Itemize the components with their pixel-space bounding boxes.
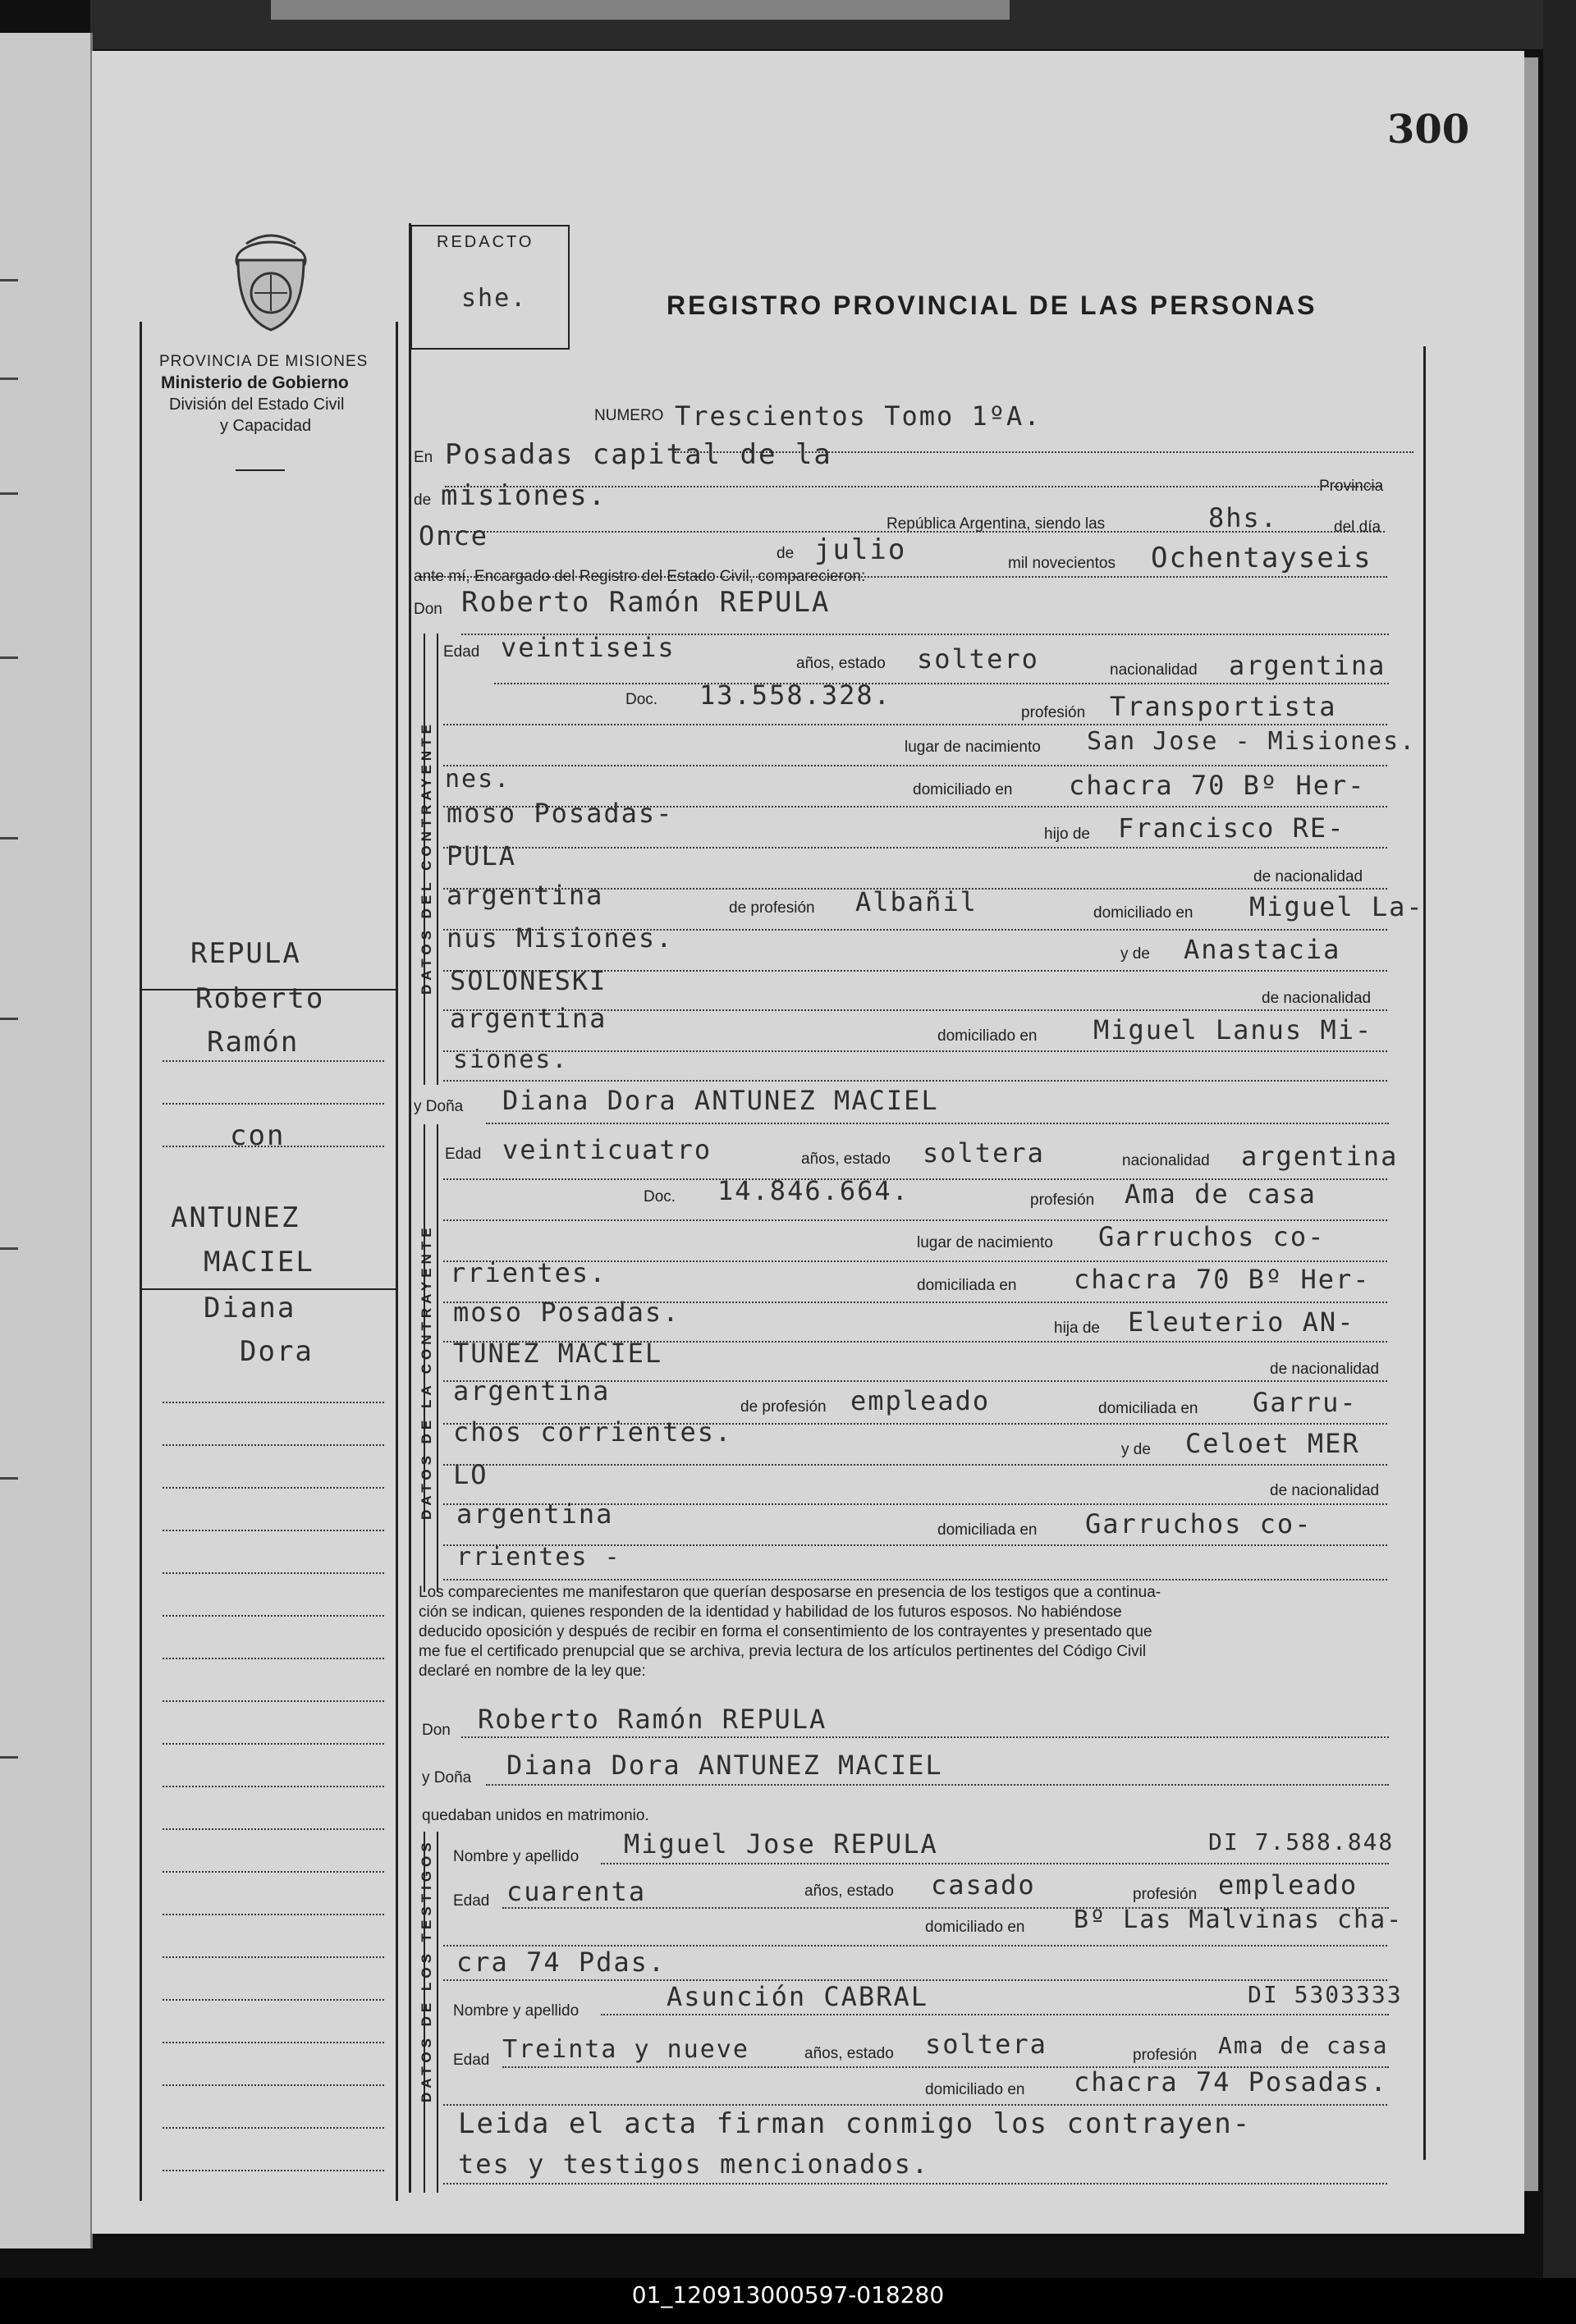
margin-rule	[163, 1487, 384, 1489]
statement-line-3: deducido oposición y después de recibir en forma el consentimiento de los contrayentes y presentado que	[419, 1623, 1152, 1640]
margin-rule	[163, 1914, 384, 1915]
groom-hijo-label: hijo de	[1044, 826, 1090, 843]
w1-edad: cuarenta	[506, 1876, 647, 1907]
w2-prof: Ama de casa	[1218, 2032, 1389, 2059]
register-sheet	[92, 51, 1524, 2234]
bride-father: Eleuterio AN-	[1128, 1306, 1355, 1338]
groom-dom-cont: moso Posadas-	[447, 798, 674, 829]
month-value: julio	[814, 533, 907, 566]
groom-father-prof-label: de profesión	[729, 899, 815, 917]
groom-father-prof: Albañil	[855, 886, 978, 917]
groom-doc: 13.558.328.	[699, 679, 891, 711]
margin-rule	[163, 1146, 384, 1147]
groom-y-de-label: y de	[1120, 945, 1150, 963]
bride-edad-label: Edad	[445, 1146, 482, 1163]
redacto-label: REDACTO	[437, 233, 534, 251]
don-label-2: Don	[422, 1722, 451, 1739]
groom-name: Roberto Ramón REPULA	[461, 586, 831, 619]
province-value: misiones.	[441, 479, 607, 512]
groom-father-dom: Miguel La-	[1249, 891, 1424, 922]
groom-lugar: San Jose - Misiones.	[1087, 727, 1417, 756]
groom-edad: veintiseis	[501, 632, 676, 663]
groom-mother-dom-label: domiciliado en	[937, 1027, 1038, 1045]
groom-father-nac-label: de nacionalidad	[1253, 868, 1363, 885]
en-label: En	[414, 449, 433, 466]
section-label-witnesses: DATOS DE LOS TESTIGOS	[419, 1838, 434, 2102]
page-number: 300	[1387, 107, 1470, 153]
dona-label-2: y Doña	[422, 1769, 472, 1786]
margin-name-1b: Ramón	[207, 1026, 300, 1059]
ante-label: ante mí, Encargado del Registro del Estado Civil, comparecieron:	[414, 568, 866, 585]
bride-father-prof: empleado	[850, 1385, 991, 1416]
closing-line-1: Leida el acta firman conmigo los contrayen-	[458, 2107, 1252, 2140]
bride-father-prof-label: de profesión	[740, 1398, 827, 1416]
groom-dom-label: domiciliado en	[913, 781, 1013, 798]
bride-estado: soltera	[923, 1137, 1045, 1169]
groom-mother-nac: argentina	[450, 1003, 607, 1034]
scan-file-id: 01_120913000597-018280	[631, 2281, 945, 2308]
bride-lugar-label: lugar de nacimiento	[917, 1234, 1053, 1251]
bride-y-de-label: y de	[1121, 1441, 1151, 1458]
dona-label: y Doña	[414, 1098, 464, 1115]
day-value: Once	[419, 520, 489, 551]
margin-rule	[163, 1700, 384, 1702]
bride-father-cont: TUNEZ MACIEL	[453, 1338, 663, 1369]
groom-doc-label: Doc.	[625, 691, 658, 708]
margin-rule	[163, 1786, 384, 1787]
year-value: Ochentayseis	[1151, 542, 1372, 574]
margin-surname-1: REPULA	[190, 937, 301, 970]
w1-dom: Bº Las Malvinas cha-	[1074, 1905, 1404, 1934]
groom-nac-label: nacionalidad	[1110, 661, 1198, 679]
groom-mother-nac-label: de nacionalidad	[1262, 990, 1372, 1007]
authority-line-4: y Capacidad	[220, 417, 312, 435]
groom-prof: Transportista	[1110, 691, 1337, 722]
groom-mother-cont: SOLONESKI	[450, 965, 607, 996]
bride-mother-nac: argentina	[456, 1498, 614, 1530]
groom-lugar-label: lugar de nacimiento	[905, 739, 1041, 756]
de-mes-label: de	[777, 545, 795, 562]
margin-rule	[163, 1615, 384, 1617]
binding-shadow-right	[1543, 0, 1576, 2324]
bride-mother-dom-cont: rrientes -	[456, 1543, 621, 1571]
bride-mother-dom-label: domiciliada en	[937, 1521, 1038, 1539]
bride-doc: 14.846.664.	[717, 1175, 909, 1206]
w1-nombre-label: Nombre y apellido	[453, 1848, 580, 1865]
bride-dom-label: domiciliada en	[917, 1277, 1017, 1294]
bride-lugar-cont: rrientes.	[450, 1257, 607, 1288]
margin-rule	[163, 2127, 384, 2129]
register-title: REGISTRO PROVINCIAL DE LAS PERSONAS	[667, 290, 1317, 320]
margin-rule	[163, 1743, 384, 1745]
margin-rule	[163, 1444, 384, 1446]
bride-dom-cont: moso Posadas.	[453, 1297, 680, 1328]
groom-prof-label: profesión	[1021, 704, 1086, 721]
margin-rule	[163, 1572, 384, 1574]
w2-estado: soltera	[925, 2029, 1047, 2060]
w1-dni: DI 7.588.848	[1208, 1828, 1395, 1855]
numero-label: NUMERO	[594, 407, 664, 424]
w2-estado-label: años, estado	[804, 2045, 894, 2062]
groom-mother: Anastacia	[1184, 934, 1341, 965]
margin-rule	[163, 1658, 384, 1659]
margin-rule	[163, 2084, 384, 2086]
margin-rule	[163, 1530, 384, 1531]
groom-mother-dom: Miguel Lanus Mi-	[1093, 1014, 1373, 1045]
de-label: de	[414, 492, 432, 509]
margin-rule	[163, 1956, 384, 1958]
bride-prof: Ama de casa	[1125, 1178, 1317, 1210]
bride-name-2: Diana Dora ANTUNEZ MACIEL	[506, 1750, 943, 1781]
bride-father-nac: argentina	[453, 1375, 611, 1407]
margin-rule	[163, 1871, 384, 1873]
statement-line-2: ción se indican, quienes responden de la identidad y habilidad de los futuros esposos. No habiéndose	[419, 1603, 1122, 1621]
w2-nombre-label: Nombre y apellido	[453, 2002, 580, 2020]
margin-rule	[163, 2170, 384, 2171]
bride-father-dom: Garru-	[1253, 1387, 1358, 1418]
margin-name-2a: Diana	[204, 1292, 296, 1324]
bride-prof-label: profesión	[1030, 1192, 1095, 1209]
city-value: Posadas capital de la	[445, 438, 832, 471]
bride-edad: veinticuatro	[502, 1134, 712, 1165]
authority-line-3: División del Estado Civil	[169, 396, 345, 414]
authority-line-1: PROVINCIA DE MISIONES	[159, 353, 369, 370]
statement-line-5: declaré en nombre de la ley que:	[419, 1663, 646, 1680]
closing-line-2: tes y testigos mencionados.	[458, 2148, 930, 2180]
w1-prof-label: profesión	[1133, 1886, 1198, 1903]
groom-father-cont: PULA	[447, 840, 517, 872]
statement-line-4: me fue el certificado prenupcial que se archiva, previa lectura de los artículos pertinentes del Código Civil	[419, 1643, 1147, 1660]
numero-value: Trescientos Tomo 1ºA.	[675, 400, 1042, 432]
groom-father-dom-cont: nus Misiones.	[447, 922, 674, 954]
margin-surname-2a: ANTUNEZ	[171, 1201, 300, 1234]
w1-prof: empleado	[1218, 1869, 1358, 1901]
provincia-label: Provincia	[1319, 478, 1384, 495]
facing-page-edge	[0, 33, 93, 2249]
don-label: Don	[414, 601, 442, 618]
redacto-initials: she.	[461, 284, 528, 313]
bride-father-dom-label: domiciliada en	[1098, 1400, 1198, 1417]
w1-dom-label: domiciliado en	[925, 1919, 1025, 1936]
section-label-bride: DATOS DE LA CONTRAYENTE	[419, 1224, 434, 1520]
bride-nac-label: nacionalidad	[1122, 1152, 1210, 1169]
w1-nombre: Miguel Jose REPULA	[624, 1828, 938, 1860]
bride-father-dom-cont: chos corrientes.	[453, 1416, 733, 1448]
bride-lugar: Garruchos co-	[1098, 1221, 1326, 1252]
republica-label: República Argentina, siendo las	[886, 515, 1106, 533]
margin-name-1a: Roberto	[195, 982, 325, 1015]
groom-estado-label: años, estado	[796, 655, 886, 672]
groom-edad-label: Edad	[443, 643, 480, 661]
margin-rule	[163, 1402, 384, 1403]
groom-name-2: Roberto Ramón REPULA	[478, 1704, 827, 1735]
bride-dom: chacra 70 Bº Her-	[1074, 1264, 1371, 1295]
w2-dom: chacra 74 Posadas.	[1074, 2066, 1388, 2098]
margin-rule	[163, 1828, 384, 1830]
redacto-box	[410, 225, 570, 350]
w2-dni: DI 5303333	[1248, 1981, 1403, 2008]
w1-dom-cont: cra 74 Pdas.	[456, 1947, 667, 1978]
margin-surname-2b: MACIEL	[204, 1246, 314, 1279]
groom-lugar-cont: nes.	[445, 765, 511, 794]
next-page-edge	[271, 0, 1010, 20]
authority-line-2: Ministerio de Gobierno	[161, 373, 349, 392]
margin-rule	[163, 2042, 384, 2043]
groom-nac: argentina	[1229, 650, 1386, 681]
w2-nombre: Asunción CABRAL	[667, 1981, 928, 2012]
w2-prof-label: profesión	[1133, 2047, 1198, 2064]
margin-rule	[163, 1060, 384, 1062]
hour-value: 8hs.	[1208, 502, 1279, 533]
bride-father-nac-label: de nacionalidad	[1270, 1361, 1380, 1378]
groom-mother-dom-cont: siones.	[453, 1045, 569, 1074]
w1-estado: casado	[931, 1869, 1036, 1901]
coat-of-arms-seal	[222, 227, 320, 338]
bride-mother-dom: Garruchos co-	[1085, 1508, 1313, 1539]
margin-rule	[163, 1103, 384, 1105]
mil-label: mil novecientos	[1008, 555, 1116, 572]
bride-nac: argentina	[1241, 1141, 1399, 1172]
bride-estado-label: años, estado	[801, 1151, 891, 1168]
bride-name: Diana Dora ANTUNEZ MACIEL	[502, 1085, 939, 1116]
bride-mother-cont: LO	[453, 1459, 488, 1490]
statement-line-1: Los comparecientes me manifestaron que querían desposarse en presencia de los testigos que a continua-	[419, 1584, 1161, 1601]
bride-mother: Celoet MER	[1185, 1428, 1360, 1459]
w2-dom-label: domiciliado en	[925, 2081, 1025, 2098]
del-dia-label: del día	[1334, 519, 1381, 536]
groom-father-dom-label: domiciliado en	[1093, 904, 1193, 922]
w2-edad-label: Edad	[453, 2052, 490, 2069]
groom-dom: chacra 70 Bº Her-	[1069, 770, 1366, 801]
bride-hija-label: hija de	[1054, 1320, 1100, 1337]
w1-estado-label: años, estado	[804, 1883, 894, 1900]
bride-mother-nac-label: de nacionalidad	[1270, 1482, 1380, 1499]
margin-rule	[163, 1999, 384, 2001]
groom-estado: soltero	[917, 643, 1039, 675]
groom-father-nac: argentina	[447, 880, 604, 911]
groom-father: Francisco RE-	[1118, 812, 1345, 844]
section-label-groom: DATOS DEL CONTRAYENTE	[419, 721, 434, 995]
quedaban-label: quedaban unidos en matrimonio.	[422, 1807, 649, 1824]
margin-name-2b: Dora	[240, 1335, 314, 1368]
bride-doc-label: Doc.	[644, 1188, 676, 1205]
w1-edad-label: Edad	[453, 1892, 490, 1910]
margin-connector: con	[230, 1119, 286, 1152]
w2-edad: Treinta y nueve	[502, 2035, 749, 2064]
